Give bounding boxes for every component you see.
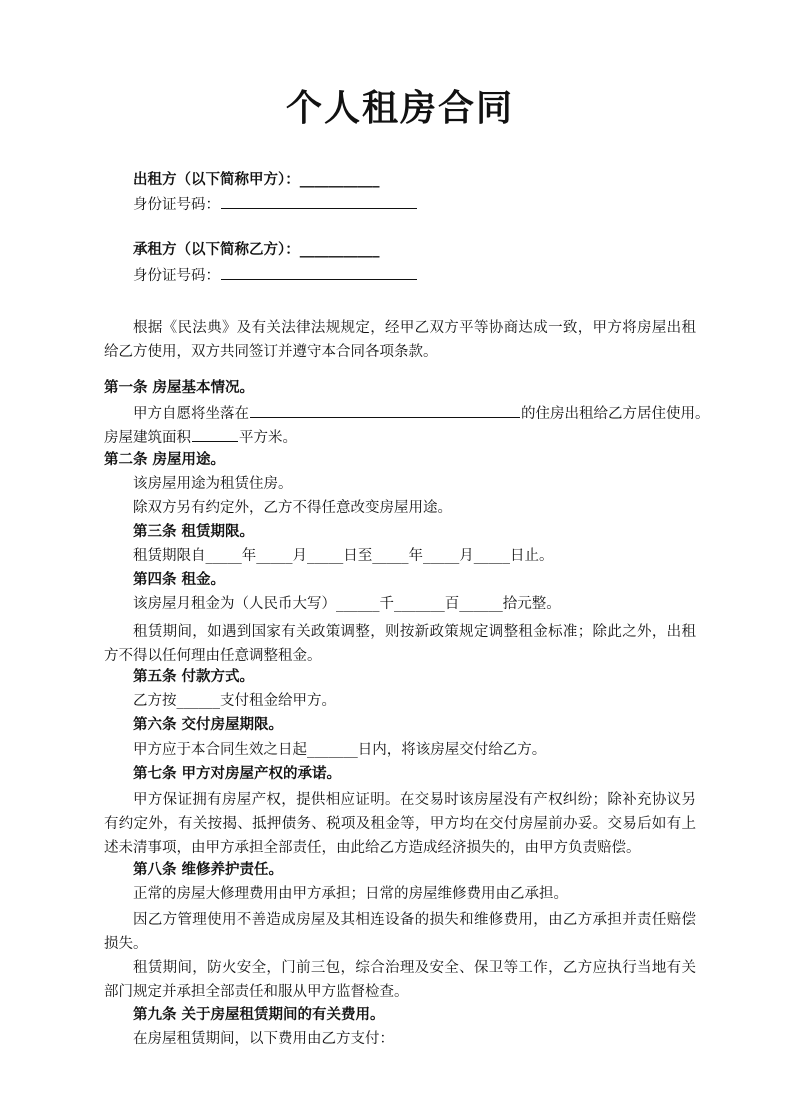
article-8-heading: 第八条 维修养护责任。 [133, 861, 284, 878]
article-7-paragraph: 甲方保证拥有房屋产权，提供相应证明。在交易时该房屋没有产权纠纷；除补充协议另有约定外，有关按揭、抵押债务、税项及租金等，甲方均在交付房屋前办妥。交易后如有上述未清事项，由甲方承担全部责任，由此给乙方造成经济损失的，由甲方负责赔偿。 [104, 792, 696, 856]
article-4-paragraph: 租赁期间，如遇到国家有关政策调整，则按新政策规定调整租金标准；除此之外，出租方不得以任何理由任意调整租金。 [104, 624, 696, 664]
article-4-heading: 第四条 租金。 [133, 571, 226, 588]
article-1-location [133, 402, 710, 424]
lessor-id-row [133, 193, 418, 215]
article-8-line-1: 正常的房屋大修理费用由甲方承担；日常的房屋维修费用由乙承担。 [133, 886, 568, 902]
location-suffix: 的住房出租给乙方居住使用。 [521, 406, 710, 422]
article-1-area [104, 426, 297, 448]
article-6-delivery: 甲方应于本合同生效之日起_______日内，将该房屋交付给乙方。 [133, 742, 547, 758]
article-8-paragraph-3: 租赁期间，防火安全，门前三包，综合治理及安全、保卫等工作，乙方应执行当地有关部门规定并承担全部责任和服从甲方监督检查。 [104, 960, 696, 1000]
article-8-paragraph-2: 因乙方管理使用不善造成房屋及其相连设备的损失和维修费用，由乙方承担并责任赔偿损失。 [104, 912, 696, 952]
lessee-row [133, 240, 380, 260]
article-9-heading: 第九条 关于房屋租赁期间的有关费用。 [133, 1006, 385, 1023]
article-5-heading: 第五条 付款方式。 [133, 668, 255, 685]
article-1-heading: 第一条 房屋基本情况。 [104, 379, 255, 396]
lessor-label: 出租方（以下简称甲方）： [133, 171, 300, 188]
location-label: 甲方自愿将坐落在 [133, 406, 249, 422]
preamble-paragraph: 根据《民法典》及有关法律法规规定，经甲乙双方平等协商达成一致，甲方将房屋出租给乙方使用，双方共同签订并遵守本合同各项条款。 [104, 320, 696, 360]
lessee-name-blank: ___________ [299, 241, 380, 258]
article-9-line-1: 在房屋租赁期间，以下费用由乙方支付： [133, 1031, 394, 1047]
area-blank [192, 426, 238, 442]
area-unit: 平方米。 [239, 430, 297, 446]
article-2-heading: 第二条 房屋用途。 [104, 451, 226, 468]
lessee-label: 承租方（以下简称乙方）： [133, 241, 300, 258]
page-title: 个人租房合同 [285, 87, 514, 129]
article-5-payment: 乙方按______支付租金给甲方。 [133, 693, 336, 709]
lessee-id-row [133, 264, 418, 286]
article-2-line-1: 该房屋用途为租赁住房。 [133, 476, 293, 492]
article-2-line-2: 除双方另有约定外，乙方不得任意改变房屋用途。 [133, 500, 452, 516]
article-7-heading: 第七条 甲方对房屋产权的承诺。 [133, 765, 342, 782]
lessor-name-blank: ___________ [299, 171, 380, 188]
article-3-heading: 第三条 租赁期限。 [133, 523, 255, 540]
article-4-rent: 该房屋月租金为（人民币大写）______千_______百______拾元整。 [133, 596, 561, 612]
lessor-row [133, 170, 380, 190]
lessor-id-blank [221, 193, 417, 209]
lessee-id-blank [221, 264, 417, 280]
location-blank [250, 402, 520, 418]
lessee-id-label: 身份证号码： [133, 268, 220, 284]
article-3-term: 租赁期限自_____年_____月_____日至_____年_____月_____日止。 [133, 548, 554, 564]
lessor-id-label: 身份证号码： [133, 197, 220, 213]
area-label: 房屋建筑面积 [104, 430, 191, 446]
article-6-heading: 第六条 交付房屋期限。 [133, 716, 284, 733]
